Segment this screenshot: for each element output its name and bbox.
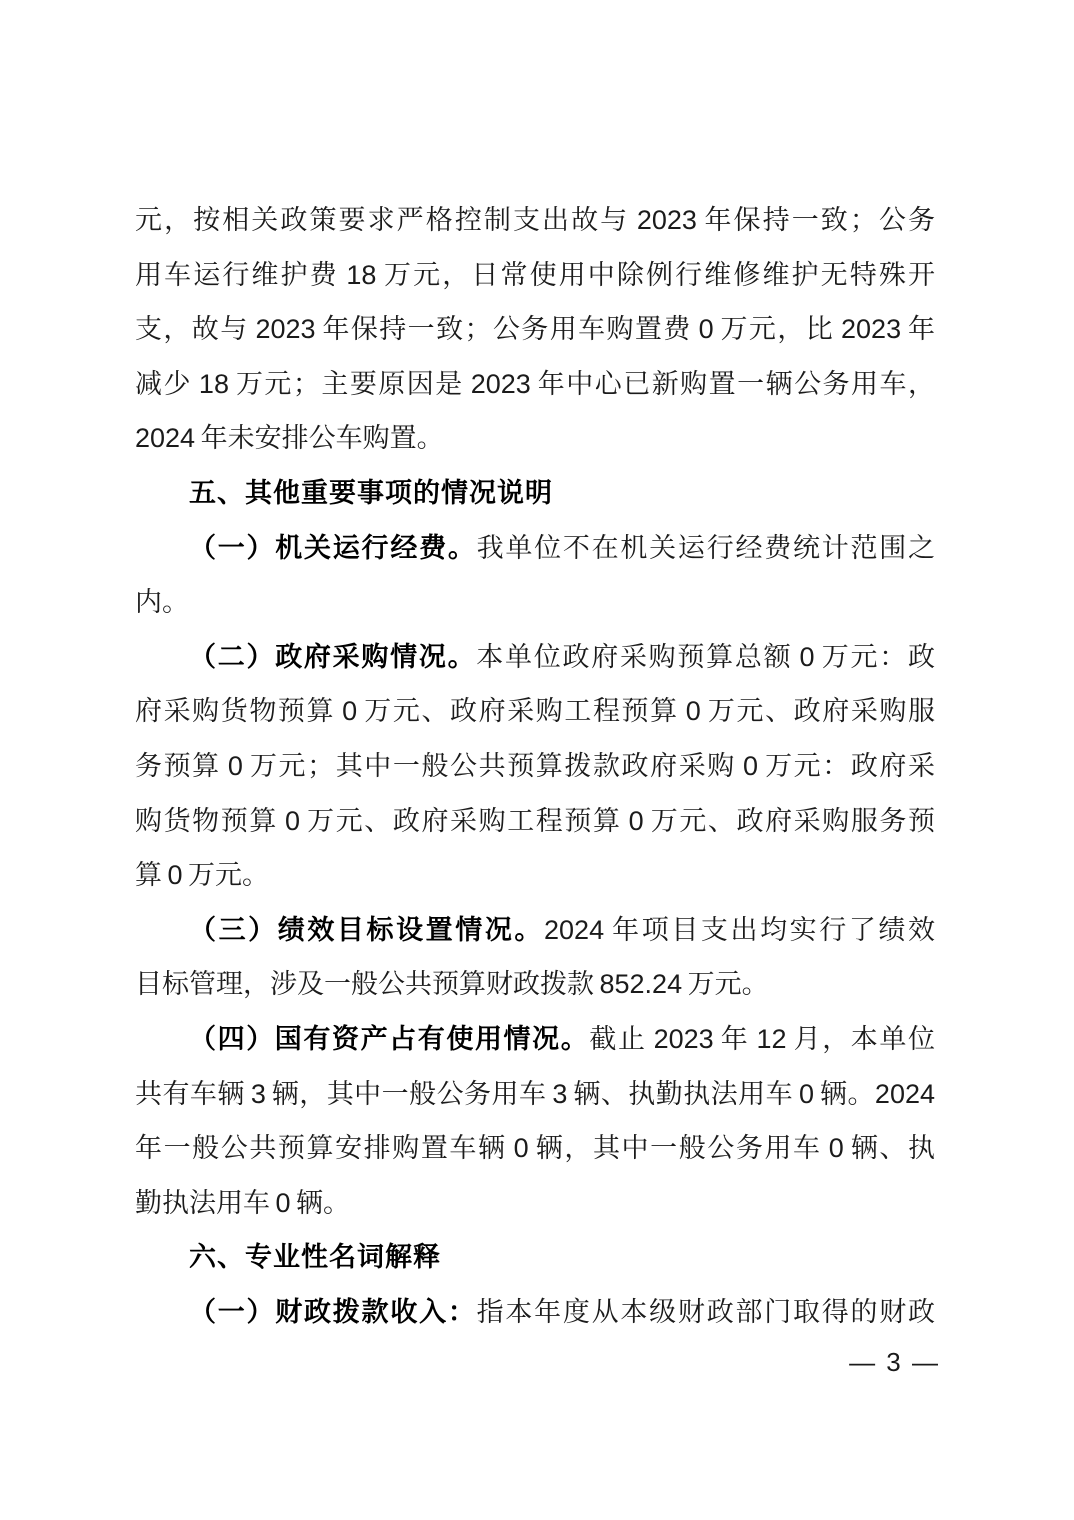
text-line — [135, 794, 935, 849]
text-line — [135, 248, 935, 303]
body-text: 指本年度从本级财政部门取得的财政 — [476, 1296, 935, 1327]
bold-lead-text: （三）绩效目标设置情况。 — [189, 914, 545, 945]
section-heading — [135, 1230, 935, 1285]
text-line — [135, 739, 935, 794]
text-line — [135, 1285, 935, 1340]
body-text: 支，故与 2023 年保持一致；公务用车购置费 0 万元，比 2023 年 — [135, 314, 935, 345]
text-line — [135, 1176, 935, 1231]
text-line — [135, 1012, 935, 1067]
text-line — [135, 630, 935, 685]
document-body — [135, 193, 935, 1339]
body-text: 减少 18 万元；主要原因是 2023 年中心已新购置一辆公务用车， — [135, 368, 935, 399]
text-line — [135, 1121, 935, 1176]
text-line — [135, 848, 935, 903]
body-text: 目标管理，涉及一般公共预算财政拨款 852.24 万元。 — [135, 969, 769, 1000]
body-text: 府采购货物预算 0 万元、政府采购工程预算 0 万元、政府采购服 — [135, 696, 935, 727]
page-number: — 3 — — [849, 1347, 940, 1377]
text-line — [135, 357, 935, 412]
text-line — [135, 957, 935, 1012]
body-text: 2024 年项目支出均实行了绩效 — [544, 914, 935, 945]
body-text: 勤执法用车 0 辆。 — [135, 1187, 351, 1218]
body-text: 务预算 0 万元；其中一般公共预算拨款政府采购 0 万元：政府采 — [135, 750, 935, 781]
body-text: 本单位政府采购预算总额 0 万元：政 — [476, 641, 935, 672]
body-text: 算 0 万元。 — [135, 860, 270, 891]
body-text: 年一般公共预算安排购置车辆 0 辆，其中一般公务用车 0 辆、执 — [135, 1133, 935, 1164]
text-line — [135, 1067, 935, 1122]
text-line — [135, 903, 935, 958]
text-line — [135, 521, 935, 576]
body-text: 共有车辆 3 辆，其中一般公务用车 3 辆、执勤执法用车 0 辆。2024 — [135, 1078, 935, 1109]
section-heading — [135, 466, 935, 521]
bold-lead-text: 五、其他重要事项的情况说明 — [189, 477, 553, 508]
body-text: 用车运行维护费 18 万元，日常使用中除例行维修维护无特殊开 — [135, 259, 935, 290]
text-line — [135, 411, 935, 466]
bold-lead-text: 六、专业性名词解释 — [189, 1242, 441, 1273]
bold-lead-text: （四）国有资产占有使用情况。 — [189, 1023, 590, 1054]
body-text: 购货物预算 0 万元、政府采购工程预算 0 万元、政府采购服务预 — [135, 805, 935, 836]
bold-lead-text: （二）政府采购情况。 — [189, 641, 477, 672]
bold-lead-text: （一）财政拨款收入： — [189, 1296, 477, 1327]
body-text: 2024 年未安排公车购置。 — [135, 423, 444, 454]
text-line — [135, 575, 935, 630]
text-line — [135, 684, 935, 739]
text-line — [135, 302, 935, 357]
bold-lead-text: （一）机关运行经费。 — [189, 532, 477, 563]
body-text: 我单位不在机关运行经费统计范围之 — [476, 532, 935, 563]
text-line — [135, 193, 935, 248]
body-text: 内。 — [135, 587, 189, 618]
body-text: 截止 2023 年 12 月，本单位 — [589, 1023, 935, 1054]
body-text: 元，按相关政策要求严格控制支出故与 2023 年保持一致；公务 — [135, 205, 935, 235]
